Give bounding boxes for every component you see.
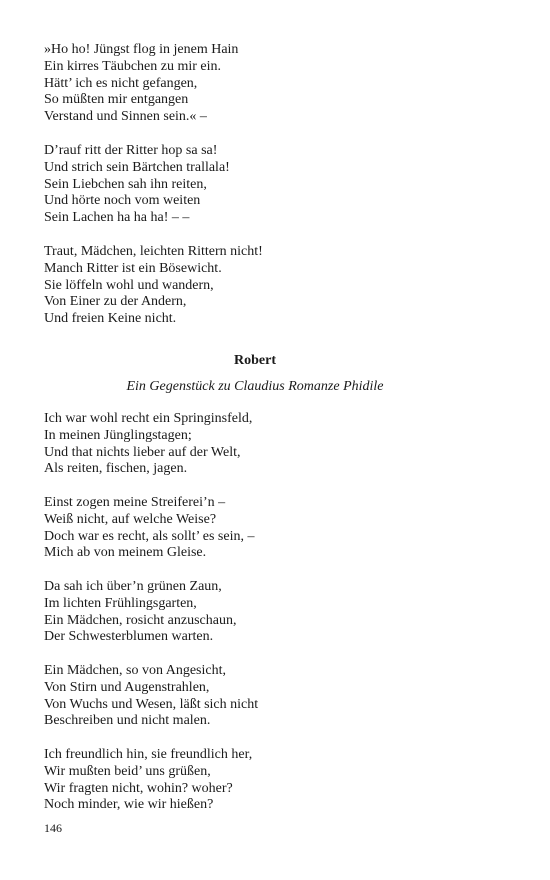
verse-line: »Ho ho! Jüngst flog in jenem Hain [44, 42, 239, 57]
verse-line: Beschreiben und nicht malen. [44, 713, 211, 729]
verse-line: Wir fragten nicht, wohin? woher? [44, 780, 233, 796]
stanza-bottom-4 [44, 663, 258, 730]
verse-line: Einst zogen meine Streiferei’n – [44, 495, 226, 510]
stanza-top-3 [44, 244, 263, 328]
verse-line: Als reiten, fischen, jagen. [44, 461, 188, 477]
verse-line: Ein kirres Täubchen zu mir ein. [44, 58, 222, 74]
verse-line: In meinen Jünglingstagen; [44, 427, 192, 443]
stanza-bottom-2 [44, 495, 254, 562]
verse-line: Noch minder, wie wir hießen? [44, 797, 214, 813]
stanza-bottom-3 [44, 579, 236, 646]
stanza-bottom-5 [44, 747, 252, 814]
verse-line: Hätt’ ich es nicht gefangen, [44, 75, 198, 91]
poem-subtitle: Ein Gegenstück zu Claudius Romanze Phidile [126, 379, 384, 394]
verse-line: Von Stirn und Augenstrahlen, [44, 679, 210, 695]
verse-line: So müßten mir entgangen [44, 92, 189, 108]
verse-line: Ich war wohl recht ein Springinsfeld, [44, 411, 253, 426]
verse-line: Ein Mädchen, rosicht anzuschaun, [44, 612, 237, 628]
poem-title: Robert [234, 353, 276, 368]
verse-line: Sein Liebchen sah ihn reiten, [44, 176, 207, 192]
verse-line: Und strich sein Bärtchen trallala! [44, 159, 230, 175]
verse-line: Verstand und Sinnen sein.« – [44, 109, 207, 125]
stanza-top-1 [44, 42, 238, 126]
verse-line: Sie löffeln wohl und wandern, [44, 277, 214, 293]
verse-line: D’rauf ritt der Ritter hop sa sa! [44, 143, 218, 158]
verse-line: Ein Mädchen, so von Angesicht, [44, 663, 226, 678]
verse-line: Und freien Keine nicht. [44, 311, 177, 327]
verse-line: Sein Lachen ha ha ha! – – [44, 210, 190, 226]
verse-line: Im lichten Frühlingsgarten, [44, 595, 197, 611]
verse-line: Und that nichts lieber auf der Welt, [44, 444, 241, 460]
verse-line: Da sah ich über’n grünen Zaun, [44, 579, 222, 594]
stanza-bottom-1 [44, 411, 252, 478]
verse-line: Und hörte noch vom weiten [44, 193, 201, 209]
verse-line: Mich ab von meinem Gleise. [44, 545, 207, 561]
verse-line: Weiß nicht, auf welche Weise? [44, 511, 217, 527]
verse-line: Traut, Mädchen, leichten Rittern nicht! [44, 244, 263, 259]
verse-line: Ich freundlich hin, sie freundlich her, [44, 747, 253, 762]
stanza-top-2 [44, 143, 230, 227]
verse-line: Von Wuchs und Wesen, läßt sich nicht [44, 696, 259, 712]
verse-line: Manch Ritter ist ein Bösewicht. [44, 260, 222, 276]
verse-line: Doch war es recht, als sollt’ es sein, – [44, 528, 255, 544]
verse-line: Von Einer zu der Andern, [44, 294, 187, 310]
page-number: 146 [44, 821, 62, 835]
verse-line: Wir mußten beid’ uns grüßen, [44, 763, 211, 779]
verse-line: Der Schwesterblumen warten. [44, 629, 214, 645]
